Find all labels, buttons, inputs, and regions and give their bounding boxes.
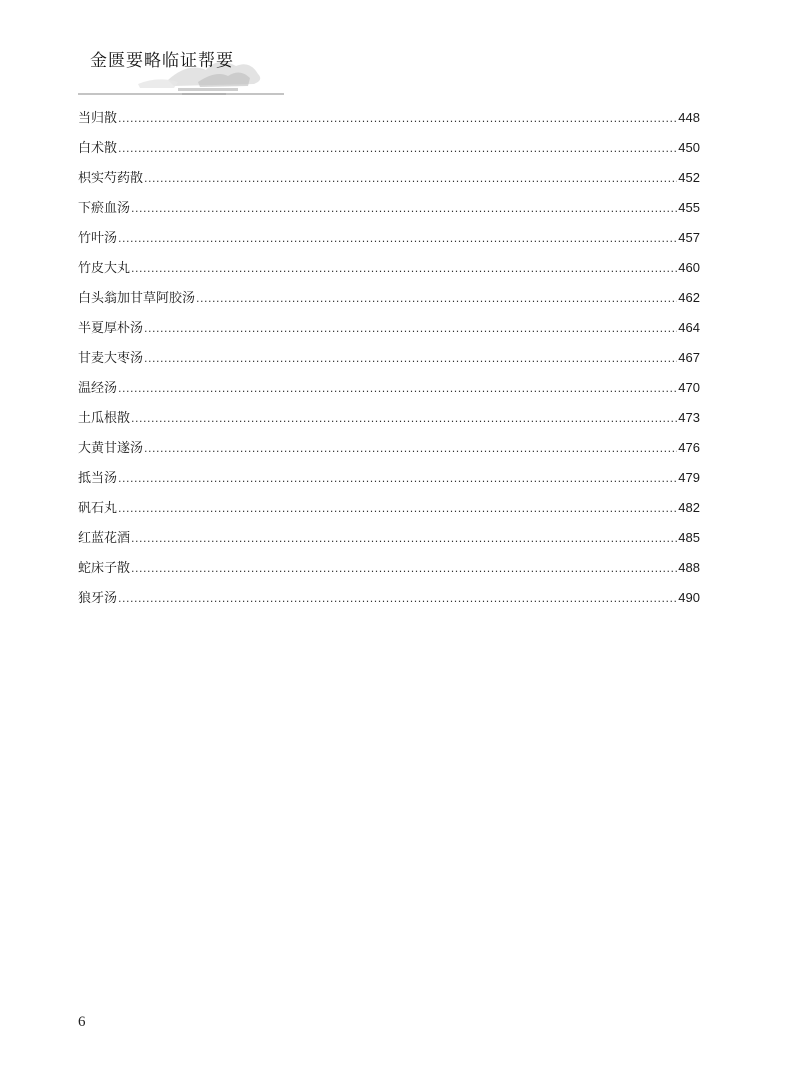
toc-entry-title: 抵当汤 <box>78 471 118 486</box>
toc-entry[interactable] <box>78 198 700 228</box>
toc-entry-page: 460 <box>678 260 700 275</box>
dot-leader <box>144 319 677 339</box>
dot-leader <box>118 229 677 249</box>
toc-entry-page: 476 <box>678 440 700 455</box>
toc-entry-page: 455 <box>678 200 700 215</box>
toc-entry[interactable] <box>78 528 700 558</box>
dot-leader <box>131 409 677 429</box>
toc-entry-title: 狼牙汤 <box>78 591 118 606</box>
toc-entry-title: 蛇床子散 <box>78 561 131 576</box>
dot-leader <box>131 199 677 219</box>
toc-entry-page: 452 <box>678 170 700 185</box>
toc-entry-title: 白术散 <box>78 141 118 156</box>
toc-entry[interactable] <box>78 108 700 138</box>
toc-entry[interactable] <box>78 168 700 198</box>
toc-entry[interactable] <box>78 498 700 528</box>
dot-leader <box>118 499 677 519</box>
toc-entry[interactable] <box>78 318 700 348</box>
toc-entry-page: 490 <box>678 590 700 605</box>
toc-entry-page: 448 <box>678 110 700 125</box>
toc-entry-title: 温经汤 <box>78 381 118 396</box>
toc-entry-title: 矾石丸 <box>78 501 118 516</box>
toc-entry-page: 457 <box>678 230 700 245</box>
toc-entry-title: 枳实芍药散 <box>78 171 144 186</box>
dot-leader <box>131 559 677 579</box>
toc-entry-title: 白头翁加甘草阿胶汤 <box>78 291 196 306</box>
dot-leader <box>118 379 677 399</box>
toc-entry-page: 467 <box>678 350 700 365</box>
toc-entry-title: 竹皮大丸 <box>78 261 131 276</box>
dot-leader <box>144 349 677 369</box>
toc-entry[interactable] <box>78 588 700 618</box>
dot-leader <box>118 589 677 609</box>
toc-entry-page: 464 <box>678 320 700 335</box>
toc-entry[interactable] <box>78 408 700 438</box>
book-title: 金匮要略临证帮要 <box>90 51 234 71</box>
table-of-contents <box>78 108 700 618</box>
toc-entry-page: 450 <box>678 140 700 155</box>
running-header <box>78 40 298 100</box>
toc-entry-title: 甘麦大枣汤 <box>78 351 144 366</box>
toc-entry-page: 488 <box>678 560 700 575</box>
dot-leader <box>118 139 677 159</box>
dot-leader <box>118 469 677 489</box>
toc-entry-page: 485 <box>678 530 700 545</box>
toc-entry-title: 竹叶汤 <box>78 231 118 246</box>
toc-entry-title: 大黄甘遂汤 <box>78 441 144 456</box>
toc-entry[interactable] <box>78 138 700 168</box>
toc-entry[interactable] <box>78 378 700 408</box>
toc-entry[interactable] <box>78 258 700 288</box>
toc-entry[interactable] <box>78 348 700 378</box>
toc-entry[interactable] <box>78 228 700 258</box>
toc-entry-page: 482 <box>678 500 700 515</box>
dot-leader <box>118 109 677 129</box>
dot-leader <box>131 259 677 279</box>
toc-entry-page: 473 <box>678 410 700 425</box>
toc-entry[interactable] <box>78 468 700 498</box>
toc-entry-page: 479 <box>678 470 700 485</box>
toc-entry-page: 462 <box>678 290 700 305</box>
toc-entry[interactable] <box>78 558 700 588</box>
dot-leader <box>196 289 677 309</box>
toc-entry-title: 下瘀血汤 <box>78 201 131 216</box>
dot-leader <box>144 169 677 189</box>
toc-entry-title: 半夏厚朴汤 <box>78 321 144 336</box>
toc-entry-title: 土瓜根散 <box>78 411 131 426</box>
page-number: 6 <box>78 1014 86 1030</box>
toc-entry-title: 当归散 <box>78 111 118 126</box>
dot-leader <box>131 529 677 549</box>
toc-entry[interactable] <box>78 438 700 468</box>
toc-entry[interactable] <box>78 288 700 318</box>
dot-leader <box>144 439 677 459</box>
toc-entry-page: 470 <box>678 380 700 395</box>
toc-entry-title: 红蓝花酒 <box>78 531 131 546</box>
